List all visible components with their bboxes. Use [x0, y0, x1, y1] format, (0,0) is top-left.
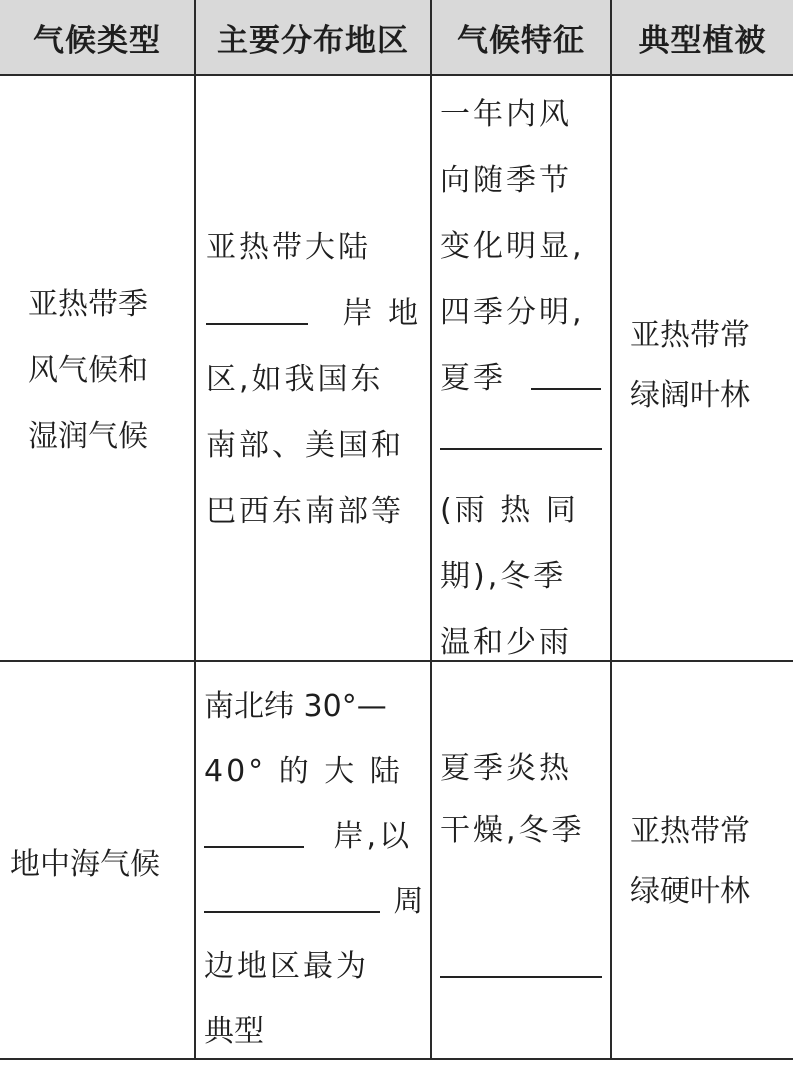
region-line: [204, 869, 424, 934]
row1-vegetation: [630, 306, 750, 426]
header-climate-type: 气候类型: [0, 0, 194, 74]
region-line: 亚热带大陆: [206, 230, 371, 265]
region-line-text: 岸,以: [333, 819, 413, 854]
region-line-text: 周: [393, 884, 424, 919]
feature-line-text: 夏季: [440, 361, 506, 396]
region-line: 南部、美国和: [206, 428, 404, 463]
feature-line: 一年内风: [440, 97, 572, 132]
vegetation-line: 绿硬叶林: [630, 874, 750, 909]
region-line: [206, 281, 421, 347]
answer-blank: [440, 976, 602, 978]
vegetation-line: 亚热带常: [630, 814, 750, 849]
header-features: 气候特征: [432, 0, 610, 74]
row1-type: [28, 272, 148, 470]
answer-blank: [531, 362, 601, 390]
region-line: 巴西东南部等: [206, 494, 404, 529]
region-line: [204, 804, 424, 869]
row2-vegetation: [630, 802, 750, 922]
grid-line: [610, 0, 612, 1060]
feature-line: 温和少雨: [440, 625, 572, 660]
grid-line: [194, 0, 196, 1060]
answer-blank: [440, 448, 602, 450]
feature-line: [440, 412, 601, 478]
row2-type: [10, 832, 160, 898]
answer-blank: [204, 885, 380, 913]
region-line: 区,如我国东: [206, 362, 384, 397]
region-line: 典型: [204, 1014, 264, 1049]
vegetation-line: 亚热带常: [630, 318, 750, 353]
feature-line: 夏季炎热: [440, 751, 572, 786]
grid-line: [430, 0, 432, 1060]
type-line: 湿润气候: [28, 419, 148, 454]
feature-line: 变化明显,: [440, 229, 585, 264]
type-line: 风气候和: [28, 353, 148, 388]
grid-line: [0, 74, 793, 76]
region-line: 边地区最为: [204, 949, 369, 984]
feature-line: (雨 热 同: [440, 493, 579, 528]
row2-region: [204, 674, 424, 1064]
row1-features: [440, 82, 601, 676]
region-line: 40° 的 大 陆: [204, 754, 403, 789]
answer-blank: [206, 297, 308, 325]
row1-region: [206, 215, 421, 545]
region-line: 南北纬 30°—: [204, 689, 387, 724]
feature-line: 四季分明,: [440, 295, 585, 330]
vegetation-line: 绿阔叶林: [630, 378, 750, 413]
row2-features: [440, 738, 585, 862]
feature-line: 干燥,冬季: [440, 813, 585, 848]
grid-line: [0, 660, 793, 662]
header-vegetation: 典型植被: [612, 0, 793, 74]
region-line-text: 岸 地: [342, 296, 422, 331]
header-distribution: 主要分布地区: [196, 0, 430, 74]
answer-blank: [204, 820, 304, 848]
feature-line: 向随季节: [440, 163, 572, 198]
type-line: 亚热带季: [28, 287, 148, 322]
feature-line: 期),冬季: [440, 559, 567, 594]
feature-line: [440, 346, 601, 412]
type-line: 地中海气候: [10, 847, 160, 882]
